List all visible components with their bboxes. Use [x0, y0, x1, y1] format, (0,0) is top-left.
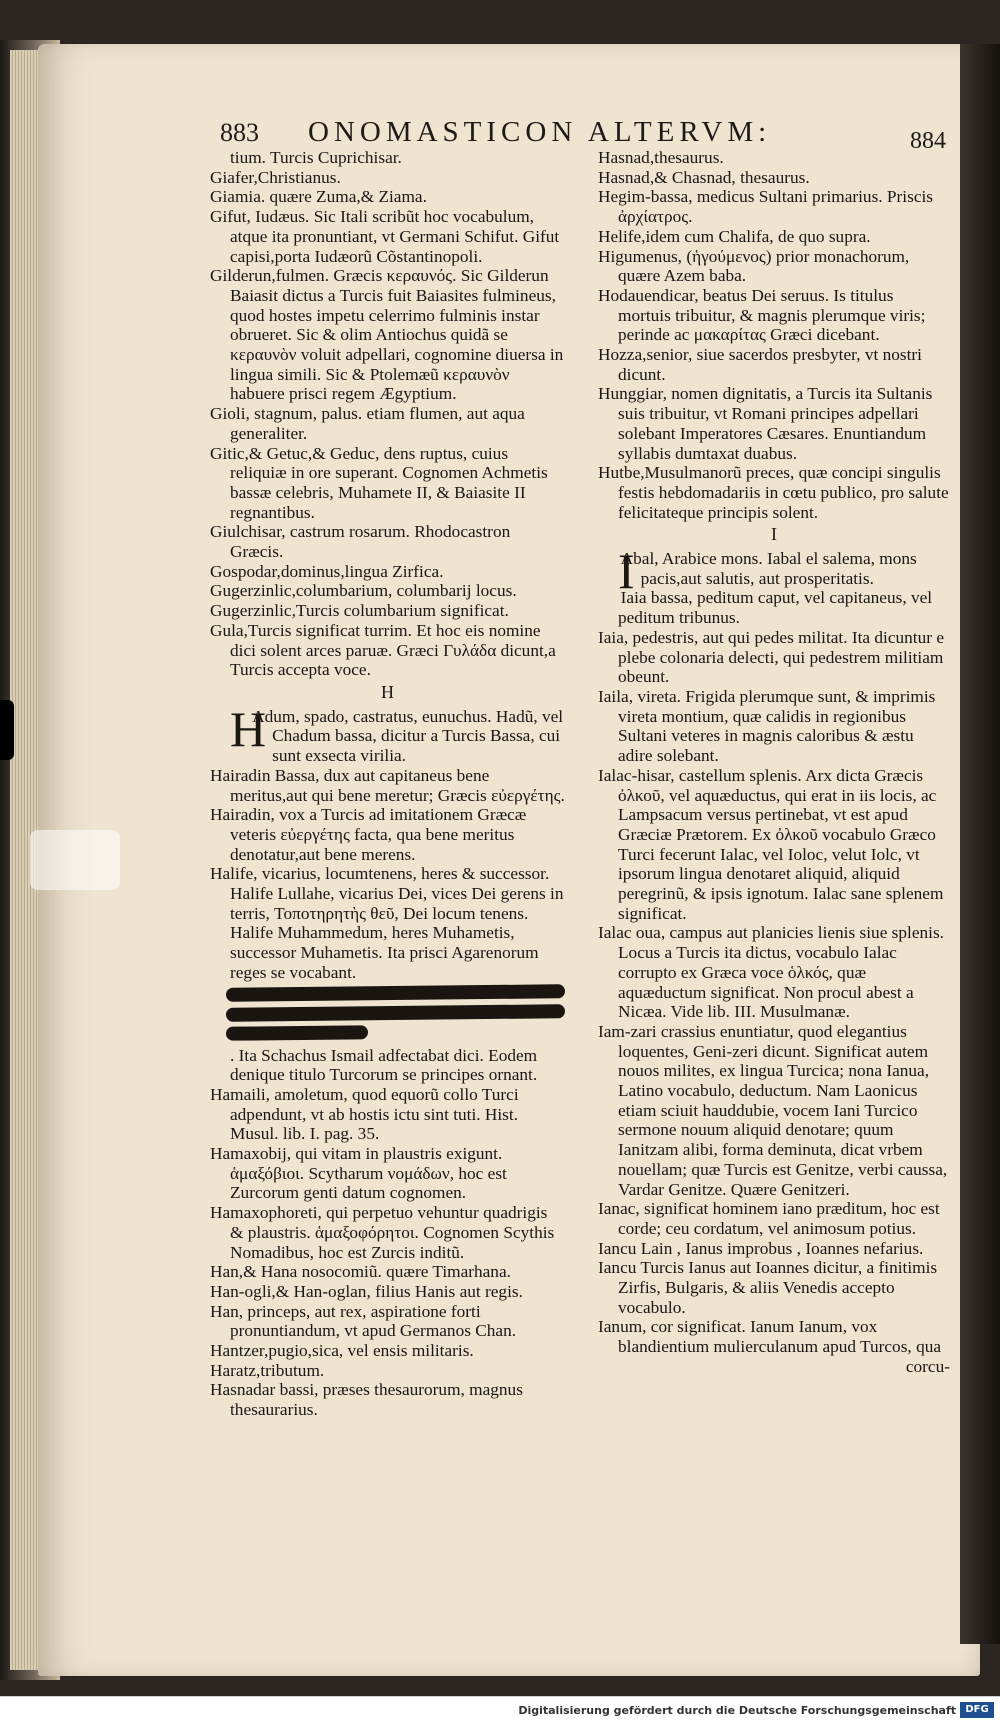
right-text-column: [598, 148, 950, 1377]
dictionary-entry: Hegim-bassa, medicus Sultani primarius. Priscis ἀρχίατρος.: [598, 187, 934, 227]
dictionary-entry: Ianac, significat hominem iano præditum, hoc est corde; ceu cordatum, vel animosum potius.: [598, 1199, 940, 1238]
catchword: corcu-: [905, 1356, 950, 1376]
redaction-bar: [226, 1025, 368, 1040]
dictionary-entry: Gugerzinlic,columbarium, columbarij locus.: [210, 581, 517, 601]
dictionary-entry: [210, 700, 565, 766]
dfg-logo: DFG: [960, 1702, 994, 1718]
dictionary-entry: Higumenus, (ἡγούμενος) prior monachorum, quære Azem baba.: [598, 246, 910, 286]
running-title: ONOMASTICON ALTERVM:: [308, 116, 772, 148]
dictionary-entry: Halife, vicarius, locumtenens, heres & successor. Halife Lullahe, vicarius Dei, vices Dei gerens in terris, Τοποτηρητὴς θεῦ, Dei locum tenens. Halife Muhammedum, heres Muhametis, successor Muhametis. Ita prisci Agarenorum reges se vocabant.: [210, 864, 564, 982]
footer-credit: Digitalisierung gefördert durch die Deutsche Forschungsgemeinschaft: [518, 1704, 956, 1717]
dictionary-entry: Hamaxophoreti, qui perpetuo vehuntur quadrigis & plaustris. ἁμαξοφόρητοι. Cognomen Scythis Nomadibus, hoc est Zurcis inditũ.: [210, 1203, 555, 1262]
running-header: [210, 112, 970, 152]
scanner-clip: [0, 700, 14, 760]
dictionary-entry: Hairadin, vox a Turcis ad imitationem Græcæ veteris εὐεργέτης facta, qua bene meritus denotatur,aut bene merens.: [210, 805, 527, 864]
digitization-footer: [0, 1696, 1000, 1725]
dictionary-entry: Hasnad,thesaurus.: [598, 148, 724, 167]
dictionary-entry: Hairadin Bassa, dux aut capitaneus bene meritus,aut qui bene meretur; Græcis εὐεργέτης.: [210, 765, 565, 805]
dictionary-entry: Gugerzinlic,Turcis columbarium significat.: [210, 601, 509, 621]
dictionary-entry: Gospodar,dominus,lingua Zirfica.: [210, 561, 444, 581]
dictionary-entry: Ianum, cor significat. Ianum Ianum, vox blandientium mulierculanum apud Turcos, qua: [598, 1317, 942, 1357]
dictionary-entry: tium. Turcis Cuprichisar.: [230, 148, 402, 167]
dictionary-entry: Iancu Lain , Ianus improbus , Ioannes nefarius.: [598, 1238, 924, 1258]
dictionary-entry: Gifut, Iudæus. Sic Itali scribũt hoc vocabulum, atque ita pronuntiant, vt Germani Schifut. Gifut capisi,porta Iudæorũ Cõstantinopoli.: [210, 207, 560, 266]
redaction-block: [210, 986, 565, 1040]
dictionary-entry: Iaia, pedestris, aut qui pedes militat. Ita dicuntur e plebe colonaria delecti, qui pedestrem militiam obeunt.: [598, 627, 944, 687]
redaction-bar: [226, 984, 565, 1002]
dictionary-entry: [598, 543, 950, 600]
dictionary-entry: Hamaili, amoletum, quod equorũ collo Turci adpendunt, vt ab hostis ictu sint tuti. Hist. Musul. lib. I. pag. 35.: [210, 1084, 519, 1144]
dictionary-entry: Iancu Turcis Ianus aut Ioannes dicitur, a finitimis Zirfis, Bulgaris, & aliis Venedis accepto vocabulo.: [598, 1258, 938, 1317]
dictionary-entry: . Ita Schachus Ismail adfectabat dici. Eodem denique titulo Turcorum se principes ornant.: [230, 1045, 538, 1085]
dictionary-entry: Hasnad,& Chasnad, thesaurus.: [598, 167, 810, 187]
section-letter: I: [771, 524, 777, 545]
drop-cap: I: [618, 543, 635, 600]
dictionary-entry: Iam-zari crassius enuntiatur, quod elegantius loquentes, Geni-zeri dicunt. Significat autem nouos milites, ex lingua Turcica; nona Ianua, Latino vocabulo, deductum. Nam Laonicus etiam sciuit hauddubie, vocem Iani Turcico sermone nouum aliquid denotare; quum Ianitzam alibi, forma deminuta, dicat vrbem nouellam; quæ Turcis est Genitze, verbi caussa, Vardar Genitze. Quære Genitzeri.: [598, 1021, 948, 1199]
dictionary-entry: Hutbe,Musulmanorũ preces, quæ concipi singulis festis hebdomadariis in cœtu publico, pro salute felicitateque principis solent.: [598, 463, 949, 522]
dictionary-entry: Iaia bassa, peditum caput, vel capitaneus, vel peditum tribunus.: [618, 588, 933, 628]
dictionary-entry: Giafer,Christianus.: [210, 167, 341, 187]
left-text-column: [210, 148, 565, 1420]
page-number-right: 884: [910, 128, 946, 154]
entry-text: Abal, Arabice mons. Iabal el salema, mons pacis,aut salutis, aut prosperitatis.: [620, 549, 917, 588]
dictionary-entry: Helife,idem cum Chalifa, de quo supra.: [598, 226, 871, 246]
dictionary-entry: Gioli, stagnum, palus. etiam flumen, aut aqua generaliter.: [210, 404, 525, 443]
entry-text: Adum, spado, castratus, eunuchus. Hadũ, vel Chadum bassa, dicitur a Turcis Bassa, cui sunt exsecta virilia.: [252, 706, 564, 766]
dictionary-entry: Iaila, vireta. Frigida plerumque sunt, & imprimis vireta montium, quæ calidis in regionibus Sultani veteres in magnis caloribus & æstu adire solebant.: [598, 686, 936, 766]
scanner-glare: [30, 830, 120, 890]
dictionary-entry: Haratz,tributum.: [210, 1360, 325, 1380]
dictionary-entry: Gula,Turcis significat turrim. Et hoc eis nomine dici solent arces paruæ. Græci Γυλάδα dicunt,a Turcis accepta voce.: [210, 620, 556, 680]
dictionary-entry: Hunggiar, nomen dignitatis, a Turcis ita Sultanis suis tribuitur, vt Romani principes adpellari solebant Imperatores Cæsares. Enuntiandum syllabis dumtaxat duabus.: [598, 384, 933, 463]
dictionary-entry: Ialac-hisar, castellum splenis. Arx dicta Græcis ὀλκοῦ, vel aquæductus, qui erat in iis locis, ac Lampsacum versus pertinebat, vt est apud Græciæ Prætorem. Ex ὀλκοῦ vocabulo Græco Turci fecerunt Ialac, vel Ioloc, velut Iolc, vt ipsorum lingua denotaret aliquid, aliquid peregrinũ, & ipsis ignotum. Ialac sane splenem significat.: [598, 765, 944, 923]
dictionary-entry: Gilderun,fulmen. Græcis κεραυνός. Sic Gilderun Baiasit dictus a Turcis fuit Baiasites fulmineus, quod hostes impetu celerrimo fulminis instar obrueret. Sic & olim Antiochus quidã se κεραυνὸν voluit adpellari, cognomine diuersa in lingua simili. Sic & Ptolemæũ κεραυνὸν habuere prisci regem Ægyptium.: [210, 266, 564, 404]
dictionary-entry: Han,& Hana nosocomiũ. quære Timarhana.: [210, 1262, 511, 1282]
section-letter: H: [381, 681, 394, 702]
dictionary-entry: Giamia. quære Zuma,& Ziama.: [210, 187, 427, 207]
dictionary-entry: Hantzer,pugio,sica, vel ensis militaris.: [210, 1341, 474, 1361]
dictionary-entry: Ialac oua, campus aut planicies lienis siue splenis. Locus a Turcis ita dictus, vocabulo Ialac corrupto ex Græca voce ὁλκός, quæ aquæductum significat. Non procul abest a Nicæa. Vide lib. III. Musulmanæ.: [598, 923, 945, 1022]
dictionary-entry: Hodauendicar, beatus Dei seruus. Is titulus mortuis tribuitur, & magnis plerumque viris; perinde ac μακαρίτας Græci dicebant.: [598, 285, 926, 345]
dictionary-entry: Han-ogli,& Han-oglan, filius Hanis aut regis.: [210, 1281, 523, 1301]
book-cover-edge: [960, 44, 1000, 1644]
dictionary-entry: Han, princeps, aut rex, aspiratione forti pronuntiandum, vt apud Germanos Chan.: [210, 1301, 517, 1341]
dictionary-entry: Gitic,& Getuc,& Geduc, dens ruptus, cuius reliquiæ in ore superant. Cognomen Achmetis bassæ celebris, Muhamete II, & Baiasite II regnantibus.: [210, 443, 548, 522]
drop-cap: H: [230, 700, 267, 757]
dictionary-entry: Giulchisar, castrum rosarum. Rhodocastron Græcis.: [210, 522, 511, 562]
page-number-left: 883: [220, 118, 259, 147]
dictionary-entry: Hasnadar bassi, præses thesaurorum, magnus thesaurarius.: [210, 1380, 523, 1420]
dictionary-entry: Hozza,senior, siue sacerdos presbyter, vt nostri dicunt.: [598, 345, 922, 384]
dictionary-entry: Hamaxobij, qui vitam in plaustris exigunt. ἁμαξόβιοι. Scytharum νομάδων, hoc est Zurcorum genti datum cognomen.: [210, 1144, 507, 1203]
redaction-bar: [226, 1004, 565, 1022]
